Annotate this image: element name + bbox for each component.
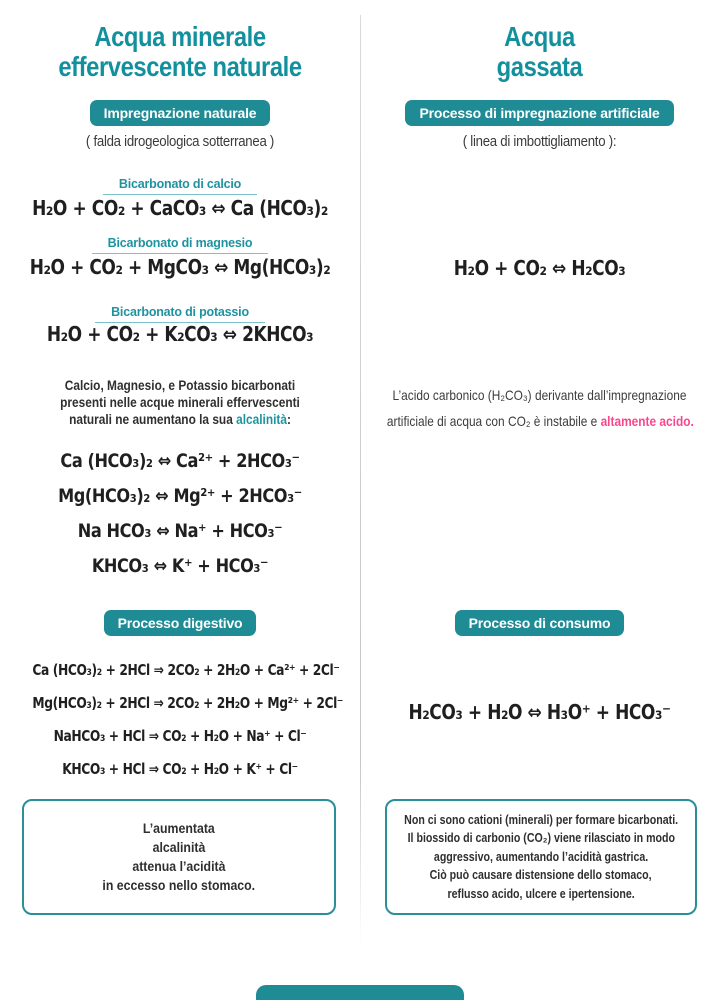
right-box-line1: Non ci sono cationi (minerali) per formare bicarbonati. xyxy=(404,812,678,827)
right-subtitle: ( linea di imbottigliamento ): xyxy=(462,133,617,150)
digestion-equations xyxy=(0,654,360,786)
digestion-eq-mg: Mg(HCO₃)₂ + 2HCl ⇒ 2CO₂ + 2H₂O + Mg²⁺ + 2Cl⁻ xyxy=(32,694,344,712)
reaction-label-potassio-row xyxy=(0,303,360,323)
digest-process-badge: Processo digestivo xyxy=(104,610,257,636)
digestion-eq-na: NaHCO₃ + HCl ⇒ CO₂ + H₂O + Na⁺ + Cl⁻ xyxy=(53,727,307,745)
left-column-title xyxy=(27,22,333,81)
right-column-title xyxy=(387,22,692,81)
alkalinity-highlight: alcalinità xyxy=(236,412,287,427)
right-title-line1: Acqua xyxy=(504,21,575,52)
reaction-label-magnesio: Bicarbonato di magnesio xyxy=(92,236,269,254)
right-box-line3: aggressivo, aumentando l’acidità gastrica. xyxy=(433,849,649,864)
left-badge-row xyxy=(0,100,360,126)
left-box-line4: in eccesso nello stomaco. xyxy=(102,877,256,893)
bottom-partial-badge xyxy=(256,985,464,1000)
ionization-eq-na: Na HCO₃ ⇔ Na⁺ + HCO₃⁻ xyxy=(77,520,283,542)
ionization-eq-ca: Ca (HCO₃)₂ ⇔ Ca²⁺ + 2HCO₃⁻ xyxy=(60,450,300,472)
reaction-label-calcio-row xyxy=(0,175,360,195)
digestion-eq-ca: Ca (HCO₃)₂ + 2HCl ⇒ 2CO₂ + 2H₂O + Ca²⁺ + 2Cl⁻ xyxy=(32,661,340,679)
left-note-line2: presenti nelle acque minerali effervescenti xyxy=(60,395,300,410)
ionization-equations xyxy=(0,444,360,584)
left-process-badge: Impregnazione naturale xyxy=(90,100,271,126)
ionization-eq-mg: Mg(HCO₃)₂ ⇔ Mg²⁺ + 2HCO₃⁻ xyxy=(58,485,302,507)
right-title-line2: gassata xyxy=(496,50,583,82)
consume-process-badge: Processo di consumo xyxy=(455,610,625,636)
left-box-line2: alcalinità xyxy=(152,839,206,855)
reaction-label-magnesio-row xyxy=(0,234,360,254)
left-box-line3: attenua l’acidità xyxy=(132,858,226,874)
left-conclusion-box xyxy=(22,799,336,915)
left-note-line3: naturali ne aumentano la sua alcalinità: xyxy=(69,412,291,427)
equation-carbonic-acid: H₂O + CO₂ ⇔ H₂CO₃ xyxy=(453,256,626,280)
equation-magnesio: H₂O + CO₂ + MgCO₃ ⇔ Mg(HCO₃)₂ xyxy=(29,255,331,279)
left-subtitle: ( falda idrogeologica sotterranea ) xyxy=(85,133,275,150)
right-box-line5: reflusso acido, ulcere e ipertensione. xyxy=(447,886,635,901)
reaction-label-calcio: Bicarbonato di calcio xyxy=(103,177,257,195)
left-box-line1: L’aumentata xyxy=(143,820,215,836)
consume-badge-row xyxy=(360,610,719,636)
ionization-eq-k: KHCO₃ ⇔ K⁺ + HCO₃⁻ xyxy=(91,555,269,577)
digestion-eq-k: KHCO₃ + HCl ⇒ CO₂ + H₂O + K⁺ + Cl⁻ xyxy=(62,760,298,778)
acid-note-line2: artificiale di acqua con CO₂ è instabile e altamente acido. xyxy=(386,413,694,429)
reaction-label-potassio: Bicarbonato di potassio xyxy=(95,305,265,323)
column-divider xyxy=(360,15,361,947)
left-alkalinity-note xyxy=(22,377,339,428)
left-title-line1: Acqua minerale xyxy=(94,21,266,52)
right-process-badge: Processo di impregnazione artificiale xyxy=(405,100,673,126)
left-note-line1: Calcio, Magnesio, e Potassio bicarbonati xyxy=(64,378,296,393)
acid-highlight: altamente acido. xyxy=(600,413,694,429)
acid-warning-note xyxy=(387,382,692,434)
equation-hydronium: H₂CO₃ + H₂O ⇔ H₃O⁺ + HCO₃⁻ xyxy=(408,700,671,724)
equation-calcio: H₂O + CO₂ + CaCO₃ ⇔ Ca (HCO₃)₂ xyxy=(32,196,328,220)
left-title-line2: effervescente naturale xyxy=(58,50,302,82)
right-conclusion-box xyxy=(385,799,697,915)
right-box-line2: Il biossido di carbonio (CO₂) viene rilasciato in modo xyxy=(407,831,675,846)
acid-note-line1: L’acido carbonico (H₂CO₃) derivante dall’impregnazione xyxy=(392,387,687,403)
equation-potassio: H₂O + CO₂ + K₂CO₃ ⇔ 2KHCO₃ xyxy=(46,322,314,346)
right-box-line4: Ciò può causare distensione dello stomaco, xyxy=(429,868,652,883)
right-badge-row xyxy=(360,100,719,126)
digest-badge-row xyxy=(0,610,360,636)
